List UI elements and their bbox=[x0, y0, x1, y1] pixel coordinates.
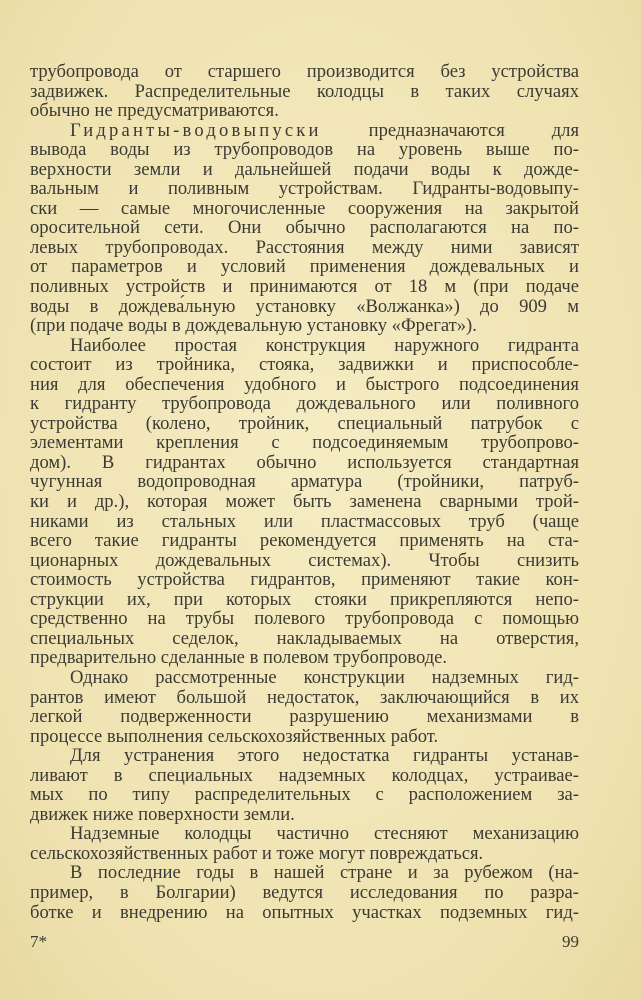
text-line: ния для обеспечения удобного и быстрого подсоединения bbox=[30, 373, 579, 395]
spaced-term: Гидранты-водовыпуски bbox=[70, 119, 322, 141]
text-line: струкции их, при которых стояки прикрепляются непо- bbox=[30, 588, 579, 610]
text-line: устройства (колено, тройник, специальный патрубок с bbox=[30, 412, 579, 434]
text-line: левых трубопроводах. Расстояния между ними зависят bbox=[30, 236, 579, 258]
text-line: элементами крепления с подсоединяемым трубопрово- bbox=[30, 432, 579, 454]
text-line: средственно на трубы полевого трубопровода с помощью bbox=[30, 608, 579, 630]
text-line bbox=[30, 121, 579, 141]
text-line-rest: предназначаются для bbox=[368, 119, 579, 141]
text-line: Надземные колодцы частично стесняют механизацию bbox=[70, 823, 579, 845]
text-line: ски — самые многочисленные сооружения на закрытой bbox=[30, 197, 579, 219]
text-line: всего такие гидранты рекомендуется применять на ста- bbox=[30, 530, 579, 552]
text-line: сельскохозяйственных работ и тоже могут повреждаться. bbox=[30, 842, 484, 864]
text-line: рантов имеют большой недостаток, заключающийся в их bbox=[30, 686, 579, 708]
text-line: верхности земли и дальнейшей подачи воды к дожде- bbox=[30, 158, 579, 180]
text-line: обычно не предусматриваются. bbox=[30, 100, 279, 122]
text-line: ки и др.), которая может быть заменена сварными трой- bbox=[30, 491, 579, 513]
text-line: легкой подверженности разрушению механизмами в bbox=[30, 706, 579, 728]
text-line: вывода воды из трубопроводов на уровень выше по- bbox=[30, 139, 579, 161]
text-line: ливают в специальных надземных колодцах, устраивае- bbox=[30, 764, 579, 786]
text-line: никами из стальных или пластмассовых труб (чаще bbox=[30, 510, 579, 532]
text-line: к гидранту трубопровода дождевального или поливного bbox=[30, 393, 579, 415]
page-number: 99 bbox=[562, 932, 579, 951]
text-line: оросительной сети. Они обычно располагаются на по- bbox=[30, 217, 579, 239]
text-line: предварительно сделанные в полевом трубопроводе. bbox=[30, 647, 448, 669]
text-line: поливных устройств и принимаются от 18 м (при подаче bbox=[30, 276, 579, 298]
signature-mark: 7* bbox=[30, 932, 47, 951]
text-line: процессе выполнения сельскохозяйственных работ. bbox=[30, 725, 439, 747]
text-line: стоимость устройства гидрантов, применяют такие кон- bbox=[30, 569, 579, 591]
text-line: ботке и внедрению на опытных участках подземных гид- bbox=[30, 901, 579, 923]
text-line: (при подаче воды в дождевальную установку «Фрегат»). bbox=[30, 315, 477, 337]
text-line: задвижек. Распределительные колодцы в таких случаях bbox=[30, 80, 579, 102]
text-line: от параметров и условий применения дождевальных и bbox=[30, 256, 579, 278]
text-line: чугунная водопроводная арматура (тройники, патруб- bbox=[30, 471, 579, 493]
text-line: состоит из тройника, стояка, задвижки и приспособле- bbox=[30, 354, 579, 376]
text-line: Однако рассмотренные конструкции надземных гид- bbox=[70, 666, 579, 688]
body-text bbox=[30, 62, 579, 922]
text-line: Для устранения этого недостатка гидранты устанав- bbox=[70, 745, 579, 767]
text-line: ционарных дождевальных системах). Чтобы снизить bbox=[30, 549, 579, 571]
text-line: специальных седелок, накладываемых на отверстия, bbox=[30, 627, 579, 649]
text-line: вальным и поливным устройствам. Гидранты-водовыпу- bbox=[30, 178, 579, 200]
text-line: мых по типу распределительных с расположением за- bbox=[30, 784, 579, 806]
text-line: В последние годы в нашей стране и за рубежом (на- bbox=[70, 862, 579, 884]
text-line: дом). В гидрантах обычно используется стандартная bbox=[30, 451, 579, 473]
text-line: пример, в Болгарии) ведутся исследования по разра- bbox=[30, 881, 579, 903]
text-line: движек ниже поверхности земли. bbox=[30, 803, 295, 825]
text-line: Наиболее простая конструкция наружного гидранта bbox=[70, 334, 579, 356]
text-line: трубопровода от старшего производится без устройства bbox=[30, 61, 579, 82]
text-line: воды в дождева́льную установку «Волжанка») до 909 м bbox=[30, 295, 579, 317]
